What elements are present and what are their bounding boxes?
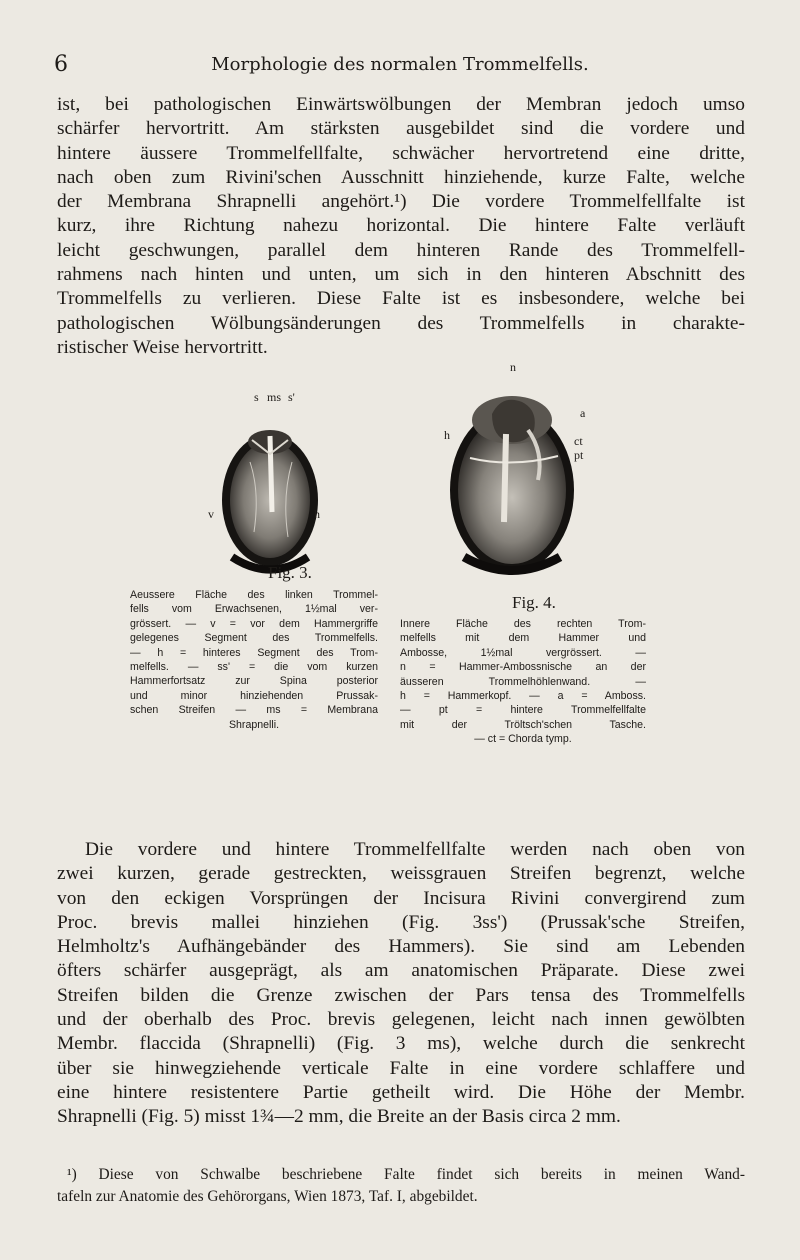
text-line: Streifen bilden die Grenze zwischen der Pars tensa des Trommelfells [57, 984, 745, 1006]
text-line: Membr. flaccida (Shrapnelli) (Fig. 3 ms), welche durch die senkrecht [57, 1033, 745, 1055]
label-v: v [208, 507, 214, 521]
caption-line: und minor hinziehenden Prussak- [130, 689, 378, 702]
text-line: eine hintere resistentere Partie getheilt wird. Die Höhe der Membr. [57, 1081, 745, 1103]
page-header [0, 52, 800, 82]
label-s-prime: s' [288, 390, 295, 404]
text-line: ristischer Weise hervortritt. [57, 336, 268, 358]
label-s: s [254, 390, 259, 404]
caption-line: Innere Fläche des rechten Trom- [400, 618, 646, 630]
text-line: der Membrana Shrapnelli angehört.¹) Die vordere Trommelfellfalte ist [57, 191, 745, 213]
paragraph-2 [57, 838, 745, 1130]
text-line: ist, bei pathologischen Einwärtswölbungen der Membran jedoch umso [57, 94, 745, 115]
label-a: a [580, 406, 586, 420]
text-line: leicht geschwungen, parallel dem hinteren Rande des Trommelfell- [57, 239, 745, 261]
caption-line: n = Hammer-Ambossnische an der [400, 661, 646, 674]
caption-line: melfells. — ss' = die vom kurzen [130, 661, 378, 674]
text-line: Shrapnelli (Fig. 5) misst 1¾—2 mm, die Breite an der Basis circa 2 mm. [57, 1106, 621, 1128]
text-line: pathologischen Wölbungsänderungen des Trommelfells in charakte- [57, 312, 745, 334]
label-ct: ct [574, 434, 583, 448]
text-line: und der oberhalb des Proc. brevis gelegenen, leicht nach innen gewölbten [57, 1009, 745, 1031]
caption-line: grössert. — v = vor dem Hammergriffe [130, 617, 378, 630]
footnote-line: ¹) Diese von Schwalbe beschriebene Falte findet sich bereits in meinen Wand- [67, 1166, 745, 1183]
text-line: über sie hinwegziehende verticale Falte in eine vordere schlaffere und [57, 1057, 745, 1079]
running-title: Morphologie des normalen Trommelfells. [211, 54, 589, 75]
text-line: öfters schärfer ausgeprägt, als am anatomischen Präparate. Diese zwei [57, 960, 745, 982]
text-line: zwei kurzen, gerade gestreckten, weissgrauen Streifen begrenzt, welche [57, 863, 745, 885]
footnote-line: tafeln zur Anatomie des Gehörorgans, Wien 1873, Taf. I, abgebildet. [57, 1188, 478, 1205]
label-ms: ms [267, 390, 282, 404]
figure-3-eardrum-outer [208, 390, 324, 577]
footnote [57, 1164, 745, 1208]
text-line: von den eckigen Vorsprüngen der Incisura Rivini convergirend zum [57, 887, 745, 909]
label-n: n [510, 360, 516, 374]
caption-line: — h = hinteres Segment des Trom- [130, 646, 378, 659]
label-h: h [444, 428, 450, 442]
caption-line: schen Streifen — ms = Membrana [130, 704, 378, 717]
text-line: Proc. brevis mallei hinziehen (Fig. 3ss') (Prussak'sche Streifen, [57, 911, 745, 933]
caption-line: äusseren Trommelhöhlenwand. — [400, 675, 646, 688]
text-line: nach oben zum Rivini'schen Ausschnitt hinziehende, kurze Falte, welche [57, 166, 745, 188]
text-line: kurz, ihre Richtung nahezu horizontal. Die hintere Falte verläuft [57, 215, 745, 237]
caption-line: melfells mit dem Hammer und [400, 632, 646, 645]
text-line: Die vordere und hintere Trommelfellfalte werden nach oben von [85, 839, 745, 860]
text-line: hintere äussere Trommelfellfalte, schwächer hervortretend eine dritte, [57, 142, 745, 164]
label-pt: pt [574, 448, 584, 462]
text-line: Trommelfells zu verlieren. Diese Falte ist es insbesondere, welche bei [57, 288, 745, 310]
caption-line: mit der Tröltsch'schen Tasche. [400, 718, 646, 731]
paragraph-1 [57, 93, 745, 360]
caption-line: Shrapnelli. [228, 718, 280, 731]
figure-4-label: Fig. 4. [512, 593, 556, 612]
eardrum-inner-illustration [440, 372, 590, 582]
figure-4-eardrum-inner [440, 360, 590, 582]
text-line: rahmens nach hinten und unten, um sich in den hinteren Abschnitt des [57, 264, 745, 286]
caption-line: Ambosse, 1½mal vergrössert. — [400, 646, 646, 659]
figure-3-label: Fig. 3. [268, 563, 312, 582]
caption-line: h = Hammerkopf. — a = Amboss. [400, 690, 646, 703]
caption-line: Aeussere Fläche des linken Trommel- [130, 589, 378, 601]
figure-3-caption [130, 588, 378, 732]
page-number: 6 [54, 52, 68, 77]
figure-4-caption [400, 617, 646, 747]
caption-line: Hammerfortsatz zur Spina posterior [130, 675, 378, 688]
eardrum-outer-illustration [214, 402, 324, 577]
caption-line: gelegenes Segment des Trommelfells. [130, 632, 378, 645]
label-h: h [314, 507, 320, 521]
caption-line: fells vom Erwachsenen, 1½mal ver- [130, 603, 378, 616]
caption-line: — ct = Chorda tymp. [474, 733, 572, 746]
caption-line: — pt = hintere Trommelfellfalte [400, 704, 646, 717]
text-line: Helmholtz's Aufhängebänder des Hammers). Sie sind am Lebenden [57, 936, 745, 958]
text-line: schärfer hervortritt. Am stärksten ausgebildet sind die vordere und [57, 118, 745, 140]
